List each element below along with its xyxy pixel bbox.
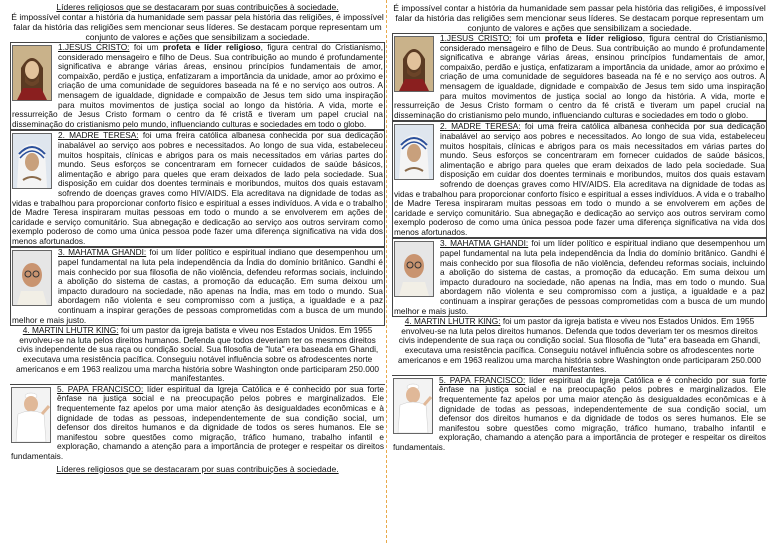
- entry-gandhi: [10, 247, 385, 326]
- entry-jesus: [10, 42, 385, 130]
- entry-teresa: [10, 130, 385, 247]
- entry-francisco-right: [392, 376, 767, 453]
- intro-paragraph: É impossível contar a história da humanidade sem passar pela história das religiões, é impossível falar da história das religiões sem mencionar seus líderes. Se destacam porque representam um conjunto de valores e ações que sensibilizam a sociedade.: [11, 12, 384, 42]
- pope-francis-portrait-icon: [11, 387, 51, 443]
- gandhi-text-right: foi um líder político e espiritual indiano que desempenhou um papel fundamental na luta pela independência da Índia do domínio britânico. Gandhi é mais conhecido por sua filosofia de não violência, defendeu reformas sociais, incluindo a abolição do sistema de castas, a promoção da educação. Em suma deixou um impacto duradouro na sociedade, não apenas na Índia, mas em todo o mundo. Sua abordagem não violenta e seu compromisso com a justiça, a igualdade e a paz continuam a inspirar gerações de pessoas comprometidas com a busca de um mundo melhor e mais justo.: [394, 238, 765, 316]
- jesus-bold: profeta e líder religioso: [162, 42, 261, 52]
- gandhi-name-right: 3. MAHATMA GHANDI:: [440, 238, 529, 249]
- francisco-name: 5. PAPA FRANCISCO:: [57, 384, 144, 394]
- mlk-text: foi um pastor da igreja batista e viveu nos Estados Unidos. Em 1955 envolveu-se na luta pelos direitos humanos. Defenda que todos deveriam ter os mesmos direitos civis independente de sua raça ou condição social. Sua filosofia de "luta" era baseada em Ghandi, executava uma resistência pacífica. Conseguiu notável influência sobre os afrodescentes norte americanos e em 1963 realizou uma marcha história sobre Washington onde participaram 250.000 manifestantes.: [15, 326, 380, 384]
- top-heading: Líderes religiosos que se destacaram por suas contribuições à sociedade.: [56, 2, 339, 12]
- mlk-text-right: foi um pastor da igreja batista e viveu nos Estados Unidos. Em 1955 envolveu-se na luta pelos direitos humanos. Defenda que todos deveriam ter os mesmos direitos civis independente de sua raça ou condição social. Sua filosofia de "luta" era baseada em Ghandi, executava uma resistência pacífica. Conseguiu notável influência sobre os afrodescentes norte americanos e em 1963 realizou uma marcha história sobre Washington onde participaram 250.000 manifestantes.: [397, 317, 762, 375]
- teresa-name: 2. MADRE TERESA:: [58, 130, 139, 141]
- jesus-portrait-icon: [12, 45, 52, 101]
- jesus-name-right: 1.JESUS CRISTO:: [440, 33, 512, 43]
- gandhi-name: 3. MAHATMA GHANDI:: [58, 247, 147, 258]
- gandhi-portrait-icon: [12, 250, 52, 306]
- jesus-bold-right: profeta e líder religioso: [544, 33, 643, 43]
- left-column: [10, 0, 385, 543]
- intro-paragraph-right: É impossível contar a história da humanidade sem passar pela história das religiões, é impossível falar da história das religiões sem mencionar seus líderes. Se destacam porque representam um conjunto de valores e ações que sensibilizam a sociedade.: [393, 3, 766, 33]
- jesus-name: 1.JESUS CRISTO:: [58, 42, 130, 52]
- entry-teresa-right: [392, 121, 767, 238]
- jesus-text: , figura central do Cristianismo, considerado mensageiro e filho de Deus. Sua contribuição ao mundo é profundamente significativa e abrange várias áreas, ensinou princípios fundamentais de amor, compaixão, perdão e justiça, enfatizaram a importância da unidade, amor ao próximo e criação de uma comunidade de seguidores baseada na fé e no serviço aos outros. A mensagem de igualdade, dignidade e compaixão de Jesus tem sido uma inspiração para muitos movimentos de justiça social ao longo da história. A vida, morte e ressurreição de Jesus Cristo formam o centro da fé cristã e tiveram um papel crucial na disseminação do cristianismo pelo mundo, influenciando culturas e sociedades em todo o globo.: [12, 42, 384, 129]
- gandhi-text: foi um líder político e espiritual indiano que desempenhou um papel fundamental na luta pela independência da Índia do domínio britânico. Gandhi é mais conhecido por sua filosofia de não violência, defendeu reformas sociais, incluindo a abolição do sistema de castas, a promoção da educação. Em suma deixou um impacto duradouro na sociedade, não apenas na Índia, mas em todo o mundo. Sua abordagem não violenta e seu compromisso com a justiça, a igualdade e a paz continuam a inspirar gerações de pessoas comprometidas com a busca de um mundo melhor e mais justo.: [12, 247, 383, 325]
- mother-teresa-portrait-icon: [12, 133, 52, 189]
- jesus-lead: foi um: [129, 42, 163, 52]
- mlk-name: 4. MARTIN LHUTR KING:: [22, 326, 119, 336]
- entry-francisco: [10, 385, 385, 462]
- jesus-lead-right: foi um: [511, 33, 545, 43]
- pope-francis-portrait-icon: [393, 378, 433, 434]
- right-column: [392, 0, 767, 543]
- mlk-name-right: 4. MARTIN LHUTR KING:: [404, 317, 501, 327]
- jesus-text-right: , figura central do Cristianismo, considerado mensageiro e filho de Deus. Sua contribuição ao mundo é profundamente significativa e abrange várias áreas, ensinou princípios fundamentais de amor, compaixão, perdão e justiça, enfatizaram a importância da unidade, amor ao próximo e criação de uma comunidade de seguidores baseada na fé e no serviço aos outros. A mensagem de igualdade, dignidade e compaixão de Jesus tem sido uma inspiração para muitos movimentos de justiça social ao longo da história. A vida, morte e ressurreição de Jesus Cristo formam o centro da fé cristã e tiveram um papel crucial na disseminação do cristianismo pelo mundo, influenciando culturas e sociedades em todo o globo.: [394, 33, 766, 120]
- entry-mlk-right: [392, 317, 767, 376]
- teresa-name-right: 2. MADRE TERESA:: [440, 121, 521, 132]
- page-fold-divider: [386, 0, 387, 543]
- francisco-name-right: 5. PAPA FRANCISCO:: [439, 375, 526, 385]
- francisco-text: líder espiritual da Igreja Católica e é conhecido por sua forte ênfase na justiça social e na preocupação pelos pobres e marginalizados. Ele frequentemente faz apelos por uma maior atenção às desigualdades econômicas e à dignidade de todas as pessoas, independentemente de sua condição social, um defensor dos direitos humanos e da dignidade de todos os seres humanos. Ele se manifestou sobre questões como migração, tráfico humano, trabalho infantil e exploração, chamando a atenção para a importância de proteger e respeitar os direitos fundamentais.: [11, 384, 384, 461]
- gandhi-portrait-icon: [394, 241, 434, 297]
- entry-mlk: [10, 326, 385, 385]
- entry-jesus-right: [392, 33, 767, 121]
- teresa-text-right: foi uma freira católica albanesa conhecida por sua dedicação inabalável ao serviço aos pobres e necessitados. Ao longo de sua vida, estabeleceu muitos hospitais, clínicas e abrigos para os mais necessitados em várias partes do mundo. Seus esforços se concentraram em fornecer cuidados de saúde básicos, alimentação e abrigo para queles que eram deixados de lado pela sociedade. Sua disposição em cuidar dos doentes terminais e moribundos, muitos dos quais estavam sofrendo de doenças graves como HIV/AIDS. Ela acreditava na dignidade de todas as vidas e trabalhou para proporcionar conforto físico e espiritual a esses indivíduos. A vida e o trabalho de Madre Teresa inspiraram muitas pessoas em todo o mundo a se envolverem em ações de caridade e serviço comunitário. Sua abnegação e dedicação ao serviço aos outros serviram como exemplo poderoso de como uma única pessoa pode fazer uma diferença significativa na vida dos menos afortunados.: [394, 121, 765, 237]
- teresa-text: foi uma freira católica albanesa conhecida por sua dedicação inabalável ao serviço aos pobres e necessitados. Ao longo de sua vida, estabeleceu muitos hospitais, clínicas e abrigos para os mais necessitados em várias partes do mundo. Seus esforços se concentraram em fornecer cuidados de saúde básicos, alimentação e abrigo para queles que eram deixados de lado pela sociedade. Sua disposição em cuidar dos doentes terminais e moribundos, muitos dos quais estavam sofrendo de doenças graves como HIV/AIDS. Ela acreditava na dignidade de todas as vidas e trabalhou para proporcionar conforto físico e espiritual a esses indivíduos. A vida e o trabalho de Madre Teresa inspiraram muitas pessoas em todo o mundo a se envolverem em ações de caridade e serviço comunitário. Sua abnegação e dedicação ao serviço aos outros serviram como exemplo poderoso de como uma única pessoa pode fazer uma diferença significativa na vida dos menos afortunados.: [12, 130, 383, 246]
- entry-gandhi-right: [392, 238, 767, 317]
- bottom-heading: Líderes religiosos que se destacaram por suas contribuições à sociedade.: [56, 463, 339, 474]
- francisco-text-right: líder espiritual da Igreja Católica e é conhecido por sua forte ênfase na justiça social e na preocupação pelos pobres e marginalizados. Ele frequentemente faz apelos por uma maior atenção às desigualdades econômicas e à dignidade de todas as pessoas, independentemente de sua condição social, um defensor dos direitos humanos e da dignidade de todos os seres humanos. Ele se manifestou sobre questões como migração, tráfico humano, trabalho infantil e exploração, chamando a atenção para a importância de proteger e respeitar os direitos fundamentais.: [393, 375, 766, 452]
- jesus-portrait-icon: [394, 36, 434, 92]
- mother-teresa-portrait-icon: [394, 124, 434, 180]
